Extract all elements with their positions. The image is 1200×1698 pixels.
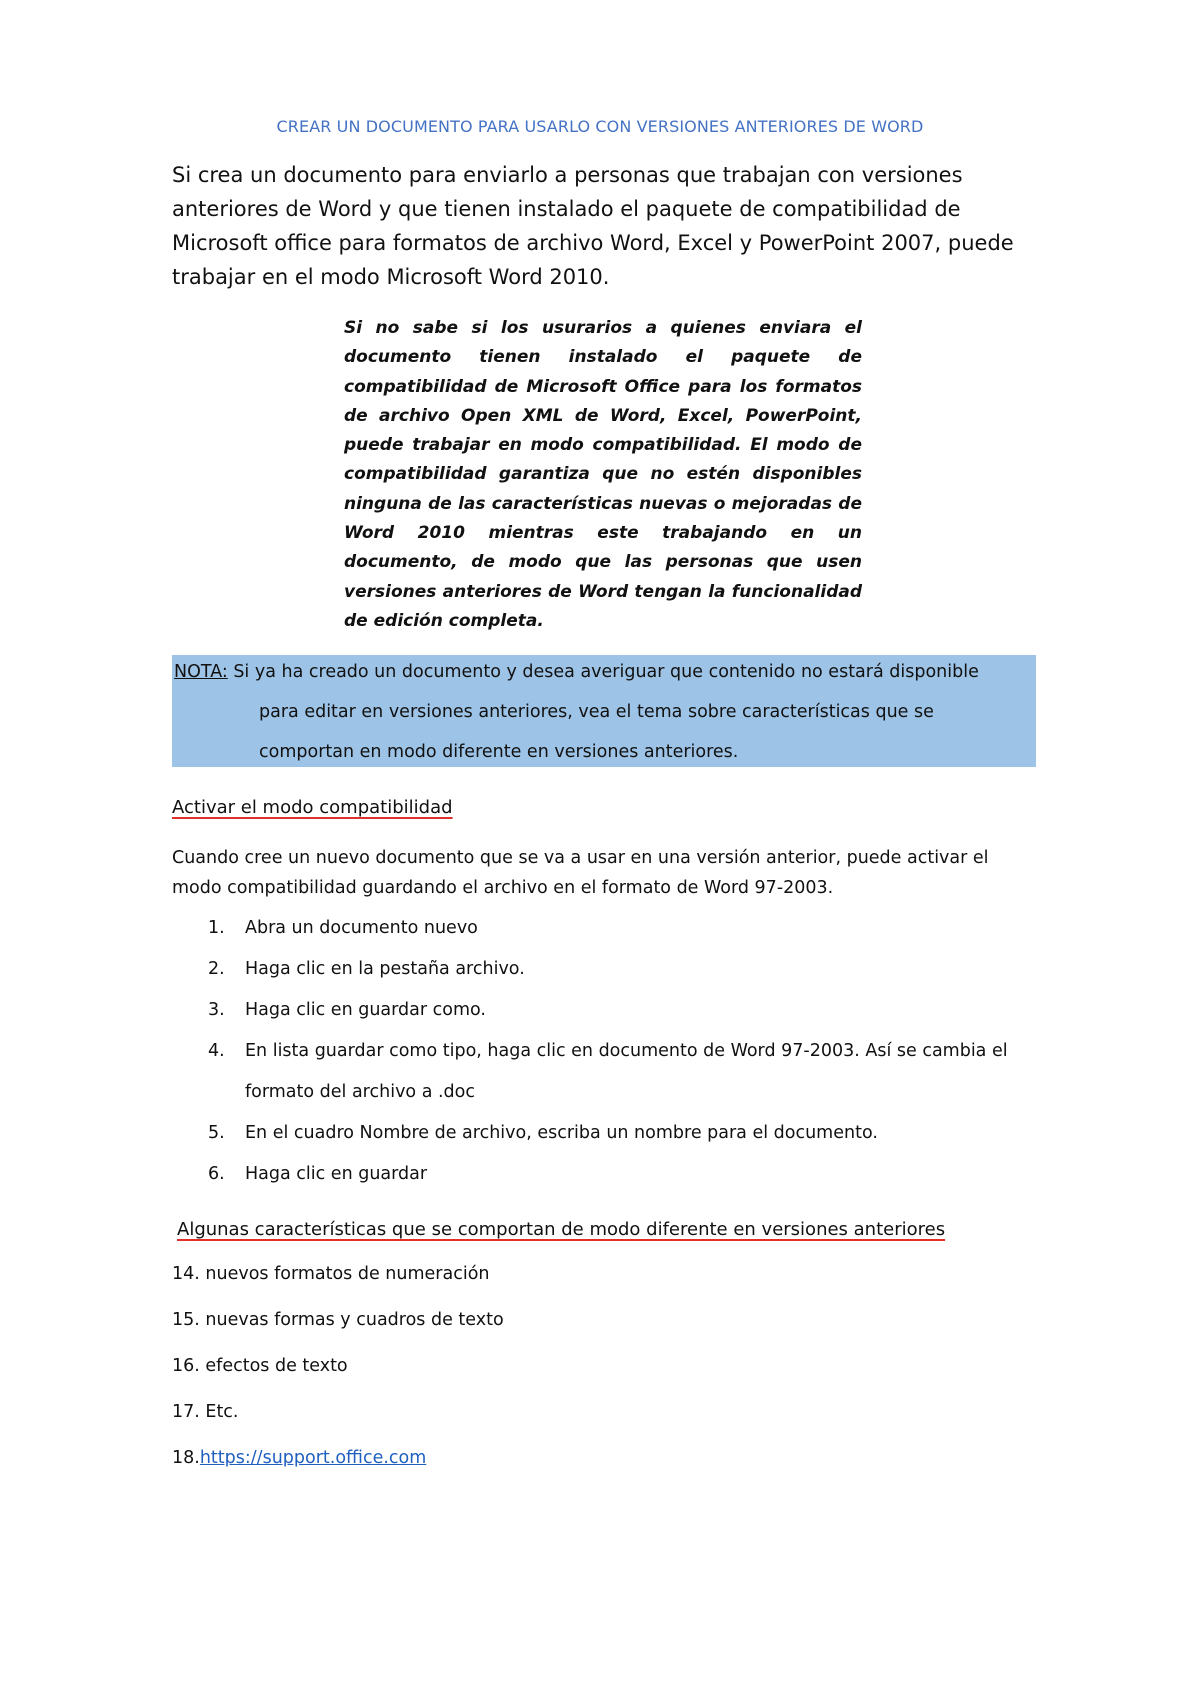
section-heading-compat: Activar el modo compatibilidad <box>172 797 453 818</box>
compat-paragraph: Cuando cree un nuevo documento que se va a usar en una versión anterior, puede activar el modo compatibilidad guardando el archivo en el formato de Word 97-2003. <box>172 848 989 898</box>
list-item: 16. efectos de texto <box>172 1356 348 1376</box>
step-number: 4. <box>208 1041 225 1061</box>
note-line-1 <box>174 662 979 682</box>
step-text: Abra un documento nuevo <box>245 918 478 938</box>
step-text: formato del archivo a .doc <box>245 1082 475 1102</box>
step-text: En el cuadro Nombre de archivo, escriba un nombre para el documento. <box>245 1123 878 1143</box>
step-text: Haga clic en guardar como. <box>245 1000 486 1020</box>
note-box <box>172 655 1036 767</box>
list-item <box>172 1448 426 1468</box>
step-number: 1. <box>208 918 225 938</box>
step-text: Haga clic en la pestaña archivo. <box>245 959 525 979</box>
step-number: 3. <box>208 1000 225 1020</box>
note-line-2: para editar en versiones anteriores, vea el tema sobre características que se <box>259 702 934 722</box>
section-heading-features: Algunas características que se comportan de modo diferente en versiones anteriores <box>177 1219 946 1240</box>
quote-block: Si no sabe si los usurarios a quienes enviara el documento tienen instalado el paquete de compatibilidad de Microsoft Office para los formatos de archivo Open XML de Word, Excel, PowerPoint, puede trabajar en modo compatibilidad. El modo de compatibilidad garantiza que no estén disponibles ninguna de las características nuevas o mejoradas de Word 2010 mientras este trabajando en un documento, de modo que las personas que usen versiones anteriores de Word tengan la funcionalidad de edición completa. <box>344 318 862 631</box>
step-number: 6. <box>208 1164 225 1184</box>
support-link[interactable]: https://support.office.com <box>199 1448 427 1468</box>
list-item: 17. Etc. <box>172 1402 239 1422</box>
note-line-3: comportan en modo diferente en versiones anteriores. <box>259 742 739 762</box>
document-title: CREAR UN DOCUMENTO PARA USARLO CON VERSIONES ANTERIORES DE WORD <box>276 117 924 136</box>
list-item: 14. nuevos formatos de numeración <box>172 1264 490 1284</box>
note-text-1: Si ya ha creado un documento y desea averiguar que contenido no estará disponible <box>227 662 979 682</box>
step-number: 5. <box>208 1123 225 1143</box>
step-number: 2. <box>208 959 225 979</box>
step-text: En lista guardar como tipo, haga clic en documento de Word 97-2003. Así se cambia el <box>245 1041 1008 1061</box>
step-text: Haga clic en guardar <box>245 1164 428 1184</box>
intro-paragraph: Si crea un documento para enviarlo a personas que trabajan con versiones anteriores de Word y que tienen instalado el paquete de compatibilidad de Microsoft office para formatos de archivo Word, Excel y PowerPoint 2007, puede trabajar en el modo Microsoft Word 2010. <box>172 163 1014 289</box>
link-prefix: 18. <box>172 1448 200 1468</box>
list-item: 15. nuevas formas y cuadros de texto <box>172 1310 504 1330</box>
note-label: NOTA: <box>174 662 228 682</box>
